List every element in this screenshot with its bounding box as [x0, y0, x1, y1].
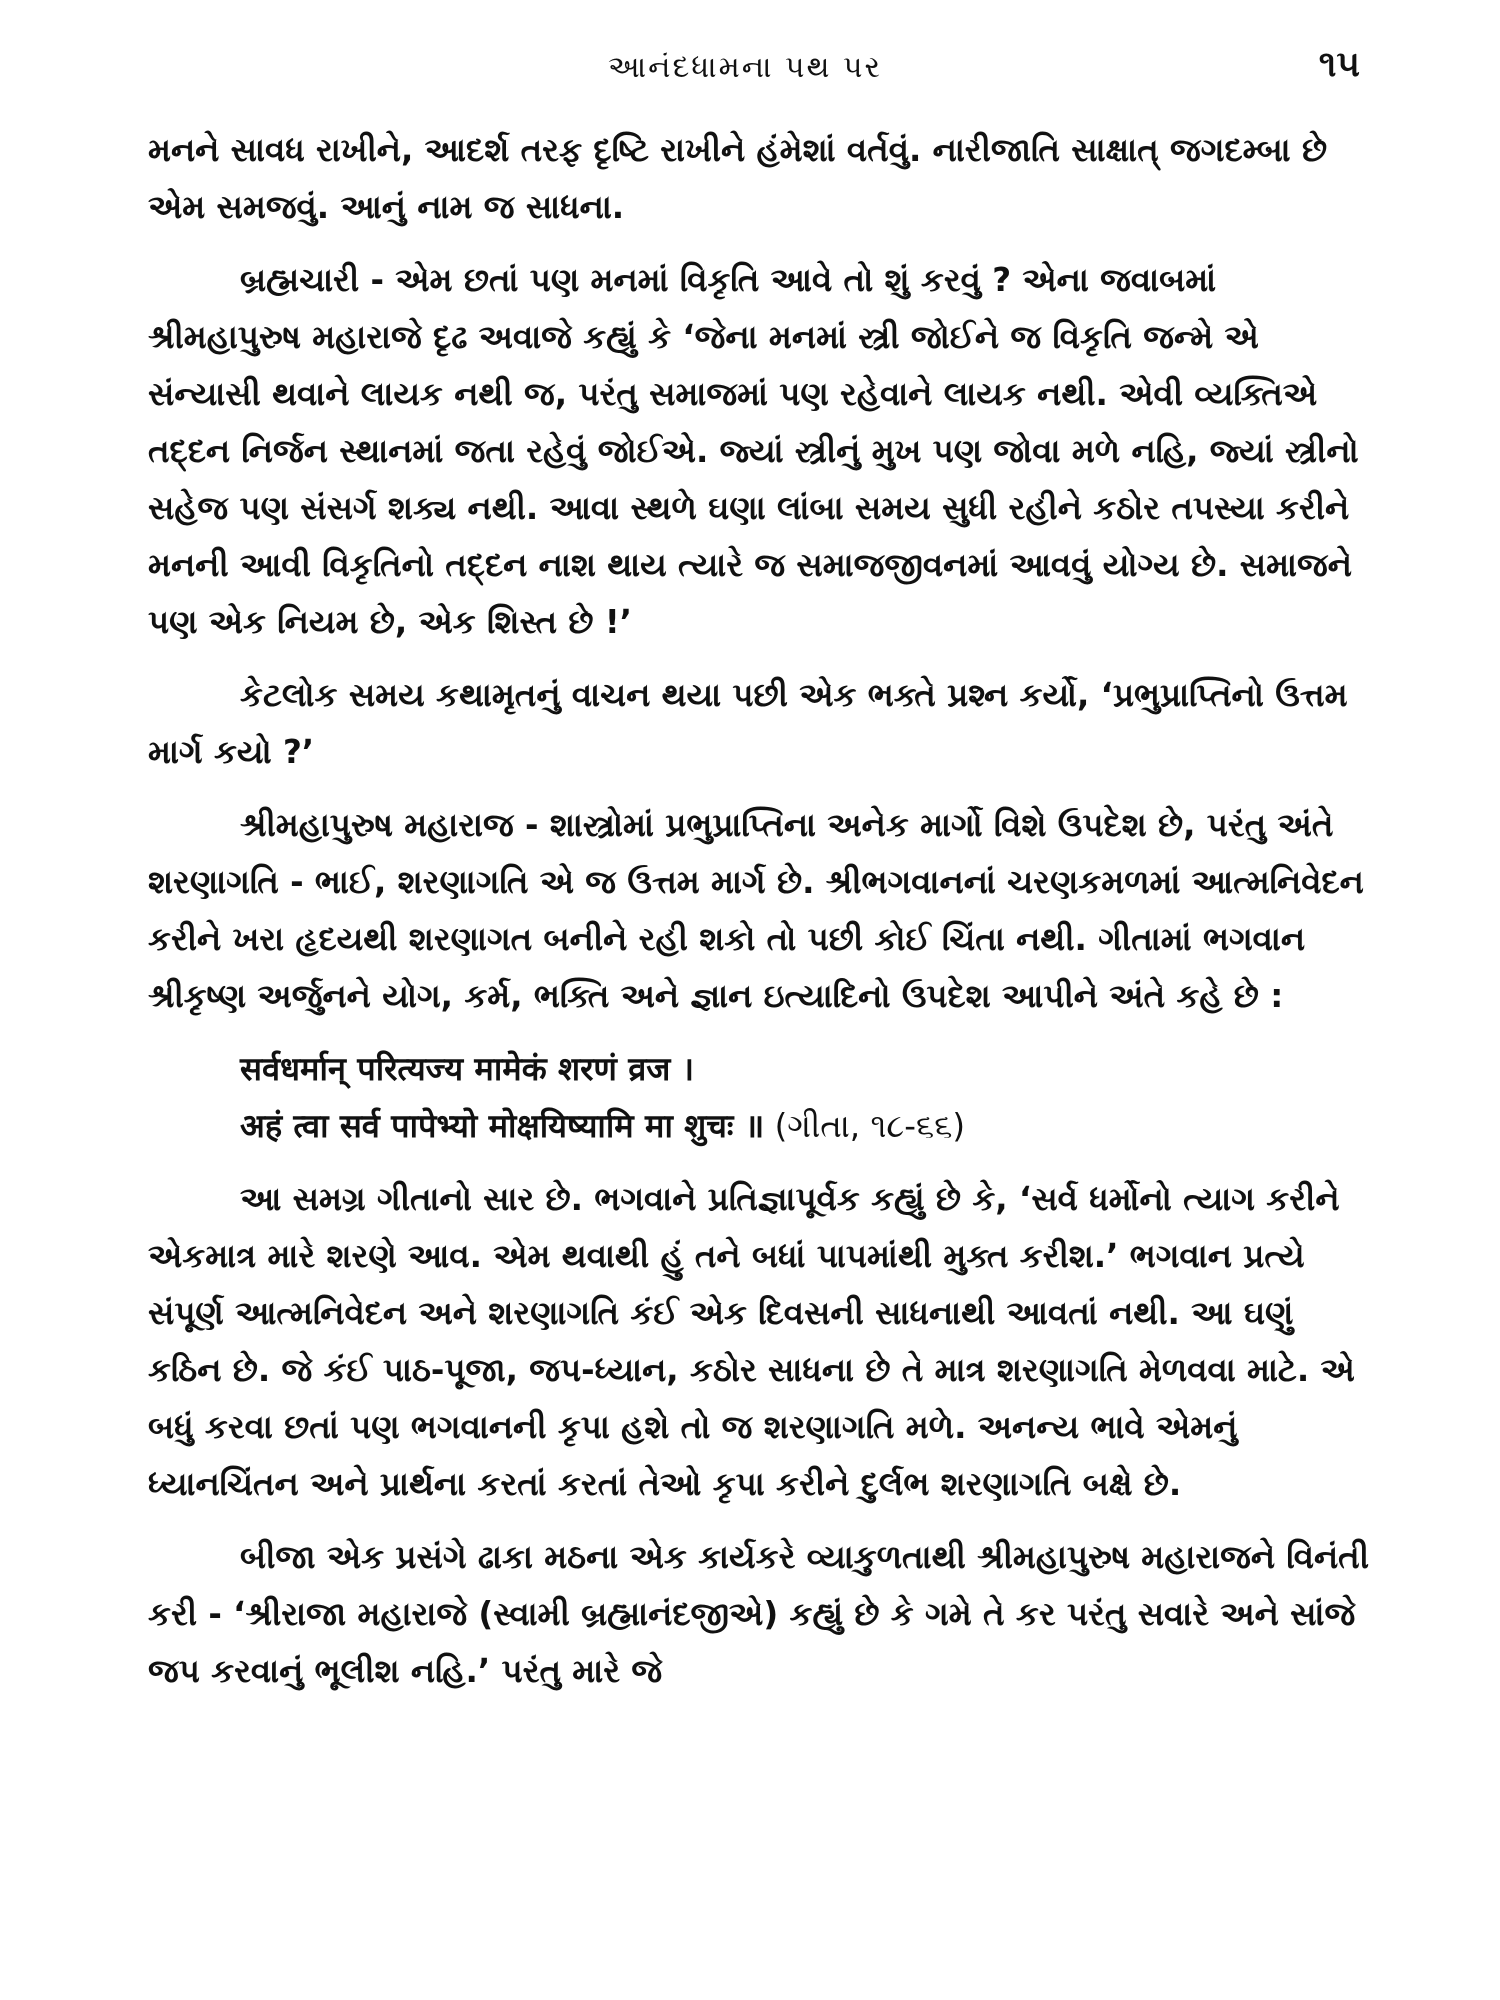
- gita-verse: [148, 1041, 1370, 1155]
- speaker-label: બ્રહ્મચારી: [240, 261, 360, 299]
- page-number: ૧૫: [1318, 44, 1360, 85]
- paragraph-text: મનને સાવધ રાખીને, આદર્શ તરફ દૃષ્ટિ રાખીને હંમેશાં વર્તવું. નારીજાતિ સાક્ષાત્ જગદમ્બા છે એમ સમજવું. આનું નામ જ સાધના.: [148, 131, 1328, 226]
- paragraph-mahapurush: [148, 797, 1370, 1025]
- paragraph-intro: [148, 122, 1370, 236]
- verse-reference: (ગીતા, ૧૮-૬૬): [764, 1107, 966, 1145]
- paragraph-text: બીજા એક પ્રસંગે ઢાકા મઠના એક કાર્યકરે વ્યાકુળતાથી શ્રીમહાપુરુષ મહારાજને વિનંતી કરી - ‘શ્રીરાજા મહારાજે (સ્વામી બ્રહ્માનંદજીએ) કહ્યું છે કે ગમે તે કર પરંતુ સવારે અને સાંજે જપ કરવાનું ભૂલીશ નહિ.’ પરંતુ મારે જે: [148, 1538, 1370, 1690]
- paragraph-text: આ સમગ્ર ગીતાનો સાર છે. ભગવાને પ્રતિજ્ઞાપૂર્વક કહ્યું છે કે, ‘સર્વ ધર્મોનો ત્યાગ કરીને એકમાત્ર મારે શરણે આવ. એમ થવાથી હું તને બધાં પાપમાંથી મુક્ત કરીશ.’ ભગવાન પ્રત્યે સંપૂર્ણ આત્મનિવેદન અને શરણાગતિ કંઈ એક દિવસની સાધનાથી આવતાં નથી. આ ઘણું કઠિન છે. જે કંઈ પાઠ-પૂજા, જપ-ધ્યાન, કઠોર સાધના છે તે માત્ર શરણાગતિ મેળવવા માટે. એ બધું કરવા છતાં પણ ભગવાનની કૃપા હશે તો જ શરણાગતિ મળે. અનન્ય ભાવે એમનું ધ્યાનચિંતન અને પ્રાર્થના કરતાં કરતાં તેઓ કૃપા કરીને દુર્લભ શરણાગતિ બક્ષે છે.: [148, 1180, 1355, 1503]
- page-body: [148, 122, 1370, 1700]
- paragraph-text: - શાસ્ત્રોમાં પ્રભુપ્રાપ્તિના અનેક માર્ગો વિશે ઉપદેશ છે, પરંતુ અંતે શરણાગતિ - ભાઈ, શરણાગતિ એ જ ઉત્તમ માર્ગ છે. શ્રીભગવાનનાં ચરણકમળમાં આત્મનિવેદન કરીને ખરા હૃદયથી શરણાગત બનીને રહી શકો તો પછી કોઈ ચિંતા નથી. ગીતામાં ભગવાન શ્રીકૃષ્ણ અર્જુનને યોગ, કર્મ, ભક્તિ અને જ્ઞાન ઇત્યાદિનો ઉપદેશ આપીને અંતે કહે છે :: [148, 806, 1364, 1015]
- verse-line-2-text: अहं त्वा सर्व पापेभ्यो मोक्षयिष्यामि मा शुचः ॥: [240, 1107, 765, 1145]
- paragraph-text: કેટલોક સમય કથામૃતનું વાચન થયા પછી એક ભક્તે પ્રશ્ન કર્યો, ‘પ્રભુપ્રાપ્તિનો ઉત્તમ માર્ગ કયો ?’: [148, 676, 1348, 771]
- verse-line-2: [148, 1098, 1370, 1155]
- running-title: આનંદધામના પથ પર: [607, 50, 883, 85]
- page-header: [130, 36, 1360, 96]
- paragraph-text: - એમ છતાં પણ મનમાં વિકૃતિ આવે તો શું કરવું ? એના જવાબમાં શ્રીમહાપુરુષ મહારાજે દૃઢ અવાજે કહ્યું કે ‘જેના મનમાં સ્ત્રી જોઈને જ વિકૃતિ જન્મે એ સંન્યાસી થવાને લાયક નથી જ, પરંતુ સમાજમાં પણ રહેવાને લાયક નથી. એવી વ્યક્તિએ તદ્દન નિર્જન સ્થાનમાં જતા રહેવું જોઈએ. જ્યાં સ્ત્રીનું મુખ પણ જોવા મળે નહિ, જ્યાં સ્ત્રીનો સહેજ પણ સંસર્ગ શક્ય નથી. આવા સ્થળે ઘણા લાંબા સમય સુધી રહીને કઠોર તપસ્યા કરીને મનની આવી વિકૃતિનો તદ્દન નાશ થાય ત્યારે જ સમાજજીવનમાં આવવું યોગ્ય છે. સમાજને પણ એક નિયમ છે, એક શિસ્ત છે !’: [148, 261, 1359, 641]
- paragraph-question: [148, 667, 1370, 781]
- paragraph-gita-essence: [148, 1171, 1370, 1513]
- speaker-label: શ્રીમહાપુરુષ મહારાજ: [240, 806, 514, 844]
- paragraph-dhaka-math: [148, 1529, 1370, 1700]
- paragraph-brahmachari: [148, 252, 1370, 651]
- verse-line-1: सर्वधर्मान् परित्यज्य मामेकं शरणं व्रज ।: [240, 1050, 695, 1088]
